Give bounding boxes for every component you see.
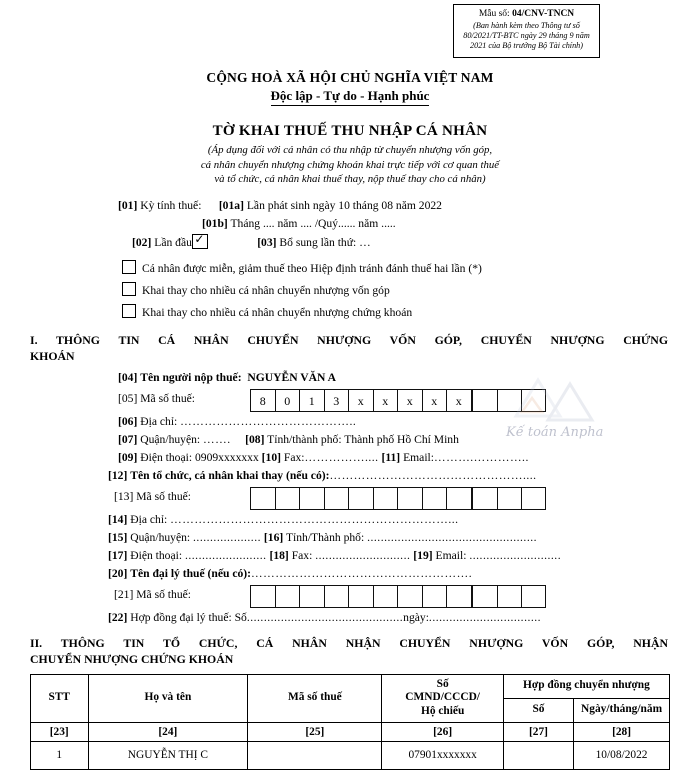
period-label-03: Bổ sung lần thứ: … <box>279 235 371 249</box>
th-id-line-1: Số <box>436 677 449 690</box>
form-number-prefix: Mẫu số: <box>478 9 510 19</box>
row-12 <box>30 467 670 485</box>
row-17-label: Điện thoại: <box>130 549 183 562</box>
row-13-label-wrap <box>114 490 191 503</box>
proxy-address-value[interactable]: ……………………………………………………………... <box>170 513 459 527</box>
taxcode-box[interactable]: 0 <box>275 389 300 412</box>
row-20-code: [20] <box>108 566 128 580</box>
row-18-label: Fax: <box>291 549 313 562</box>
section-1-heading-main: I. THÔNG TIN CÁ NHÂN CHUYỂN NHƯỢNG VỐN GÓP, CHUYỂN NHƯỢNG CHỨNG <box>30 333 668 348</box>
option-checkbox-exemption[interactable] <box>122 260 136 274</box>
taxcode-box[interactable] <box>299 585 324 608</box>
row-22 <box>30 609 670 627</box>
row-13 <box>30 487 670 511</box>
row-10-code: [10] <box>261 451 281 465</box>
document-subtitle-line-3: và tổ chức, cá nhân khai thuế thay, nộp thuế thay cho cá nhân) <box>214 173 486 186</box>
taxcode-box[interactable] <box>275 585 300 608</box>
option-row-capital <box>30 280 670 302</box>
section-2-heading-main: II. THÔNG TIN TỔ CHỨC, CÁ NHÂN NHẬN CHUYỂN NHƯỢNG VỐN GÓP, NHẬN <box>30 635 668 650</box>
row-14-code: [14] <box>108 513 128 527</box>
row-13-code: [13] <box>114 490 134 504</box>
taxcode-box[interactable]: 1 <box>299 389 324 412</box>
row-11-label: Email: <box>403 451 434 465</box>
row-13-label: Mã số thuế: <box>136 490 191 504</box>
district-value[interactable]: ……. <box>203 433 231 447</box>
row-11-code: [11] <box>381 451 401 465</box>
address-value[interactable]: …………………………………….. <box>180 415 357 429</box>
taxcode-box[interactable]: x <box>446 389 471 412</box>
first-time-checkbox[interactable] <box>192 234 208 249</box>
form-number-sub-2: 80/2021/TT-BTC ngày 29 tháng 9 năm <box>463 31 590 41</box>
taxcode-box[interactable] <box>250 585 275 608</box>
taxcode-box[interactable] <box>397 487 422 510</box>
row-21-label: Mã số thuế: <box>136 587 191 601</box>
table-header-row-1 <box>31 674 670 698</box>
row-15-code: [15] <box>108 531 128 545</box>
agent-taxcode-boxes-suffix[interactable] <box>472 585 546 608</box>
period-line-01b <box>30 215 670 234</box>
row-22-code: [22] <box>108 610 128 624</box>
row-14-label: Địa chỉ: <box>130 513 168 527</box>
national-motto: Độc lập - Tự do - Hạnh phúc <box>271 88 430 106</box>
period-line-02-03 <box>30 234 670 253</box>
section-1-heading <box>30 333 670 365</box>
table-row[interactable] <box>31 741 670 769</box>
taxcode-box[interactable] <box>446 487 471 510</box>
document-subtitle-line-2: cá nhân chuyển nhượng chứng khoán khai trực tiếp với cơ quan thuế <box>200 158 500 171</box>
proxy-district-value[interactable]: .................... <box>193 531 261 545</box>
th-contract-no: Số <box>503 698 573 722</box>
taxcode-box[interactable] <box>497 389 522 412</box>
taxcode-box[interactable]: x <box>348 389 373 412</box>
code-cell-23: [23] <box>31 722 89 741</box>
document-title: TỜ KHAI THUẾ THU NHẬP CÁ NHÂN <box>212 123 488 139</box>
option-label-capital: Khai thay cho nhiều cá nhân chuyển nhượng vốn góp <box>142 284 390 298</box>
form-number-sub-3: 2021 của Bộ trưởng Bộ Tài chính) <box>470 41 583 51</box>
proxy-phone-value[interactable]: ........................ <box>184 549 267 562</box>
taxcode-box[interactable] <box>472 487 497 510</box>
tax-period-block <box>0 197 700 253</box>
province-value[interactable]: Thành phố Hồ Chí Minh <box>344 433 459 447</box>
row-06 <box>30 413 670 431</box>
transferee-table <box>30 674 670 770</box>
row-04-label: Tên người nộp thuế: <box>140 371 242 385</box>
option-row-exemption <box>30 258 670 280</box>
taxcode-box[interactable] <box>324 585 349 608</box>
row-15-label: Quận/huyện: <box>130 531 191 545</box>
taxcode-box[interactable] <box>472 585 497 608</box>
option-label-exemption: Cá nhân được miễn, giảm thuế theo Hiệp định tránh đánh thuế hai lần (*) <box>142 262 482 276</box>
row-16-code: [16] <box>263 531 284 545</box>
transferee-table-wrap <box>0 674 700 770</box>
row-22-label-2: ngày: <box>403 610 429 624</box>
declaration-options <box>0 258 700 324</box>
taxcode-box[interactable] <box>250 487 275 510</box>
taxcode-box[interactable]: x <box>373 389 398 412</box>
watermark-text: Kế toán Anpha <box>506 425 604 440</box>
taxcode-box[interactable] <box>275 487 300 510</box>
row-19-label: Email: <box>435 549 467 562</box>
taxcode-box[interactable] <box>397 585 422 608</box>
cell-contract-date[interactable]: 10/08/2022 <box>574 741 670 769</box>
code-cell-27: [27] <box>503 722 573 741</box>
fax-value[interactable]: …………….... <box>304 451 379 465</box>
country-name: CỘNG HOÀ XÃ HỘI CHỦ NGHĨA VIỆT NAM <box>206 70 494 85</box>
form-number-sub-1: (Ban hành kèm theo Thông tư số <box>473 20 580 30</box>
taxcode-box[interactable] <box>373 585 398 608</box>
code-cell-26: [26] <box>382 722 503 741</box>
taxcode-box[interactable] <box>472 389 497 412</box>
row-06-label: Địa chỉ: <box>140 415 178 429</box>
row-08-label: Tỉnh/thành phố: <box>267 433 342 447</box>
period-label-01: Kỳ tính thuế: <box>140 198 202 212</box>
th-id-line-3: Hộ chiếu <box>420 705 465 718</box>
th-stt: STT <box>31 674 89 722</box>
taxcode-box[interactable] <box>497 585 522 608</box>
tax-agent-name-value[interactable]: ………………………………………………. <box>251 566 473 580</box>
section-1 <box>0 333 700 627</box>
proxy-email-value[interactable]: ........................... <box>469 549 562 562</box>
taxcode-box[interactable]: 3 <box>324 389 349 412</box>
row-21-code: [21] <box>114 587 134 601</box>
code-cell-28: [28] <box>574 722 670 741</box>
period-code-02: [02] <box>132 235 152 249</box>
taxcode-box[interactable]: x <box>397 389 422 412</box>
row-21 <box>30 585 670 609</box>
section-2 <box>0 636 700 668</box>
taxcode-box[interactable] <box>348 585 373 608</box>
period-line-01 <box>30 197 670 216</box>
taxcode-box[interactable] <box>422 487 447 510</box>
proxy-taxcode-boxes-main[interactable] <box>250 487 495 510</box>
taxcode-box[interactable] <box>521 585 546 608</box>
row-09-label: Điện thoại: <box>140 451 193 465</box>
taxcode-box[interactable] <box>521 487 546 510</box>
cell-fullname[interactable]: NGUYỄN THỊ C <box>88 741 248 769</box>
row-09-code: [09] <box>118 451 138 465</box>
document-subtitle-line-1: (Áp dụng đối với cá nhân có thu nhập từ chuyển nhượng vốn góp, <box>207 144 493 156</box>
period-label-01b: Tháng .... năm .... /Quý...... năm ..... <box>230 217 396 231</box>
agent-contract-date-value[interactable]: ................................. <box>428 610 542 624</box>
row-14 <box>30 511 670 529</box>
taxpayer-taxcode-boxes-main[interactable] <box>250 389 495 412</box>
row-07-label: Quận/huyện: <box>140 433 201 447</box>
taxcode-box[interactable] <box>446 585 471 608</box>
option-row-securities <box>30 302 670 324</box>
agent-contract-no-value[interactable]: .............................................. <box>246 610 404 624</box>
section-2-heading <box>30 636 670 668</box>
row-05 <box>30 389 670 413</box>
taxcode-box[interactable] <box>348 487 373 510</box>
option-label-securities: Khai thay cho nhiều cá nhân chuyển nhượng chứng khoán <box>142 306 413 320</box>
row-17-code: [17] <box>108 549 128 562</box>
row-05-label-wrap <box>118 392 195 405</box>
taxcode-box[interactable] <box>422 585 447 608</box>
row-12-label: Tên tổ chức, cá nhân khai thay (nếu có): <box>130 469 330 483</box>
row-12-code: [12] <box>108 469 128 483</box>
email-value[interactable]: ……….………….. <box>434 451 529 465</box>
row-22-label: Hợp đồng đại lý thuế: Số <box>130 610 247 624</box>
row-17-18-19 <box>30 547 670 565</box>
row-20-label: Tên đại lý thuế (nếu có): <box>130 566 252 580</box>
agent-taxcode-boxes-main[interactable] <box>250 585 495 608</box>
row-15-16 <box>30 529 670 547</box>
code-cell-25: [25] <box>248 722 382 741</box>
form-number-line <box>457 9 596 21</box>
row-08-code: [08] <box>245 433 265 447</box>
row-09-10-11 <box>30 449 670 467</box>
taxcode-box[interactable] <box>521 389 546 412</box>
period-code-01a: [01a] <box>218 198 244 212</box>
option-checkbox-capital[interactable] <box>122 282 136 296</box>
proxy-taxcode-boxes-suffix[interactable] <box>472 487 546 510</box>
period-code-01: [01] <box>118 198 138 212</box>
proxy-province-value[interactable]: .................................................. <box>367 531 538 545</box>
row-10-label: Fax: <box>283 451 305 465</box>
row-19-code: [19] <box>413 549 433 562</box>
table-code-row <box>31 722 670 741</box>
cell-stt: 1 <box>31 741 89 769</box>
taxcode-box[interactable] <box>324 487 349 510</box>
cell-tax-code[interactable] <box>248 741 382 769</box>
taxcode-box[interactable]: x <box>422 389 447 412</box>
row-05-code: [05] <box>118 392 138 406</box>
section-1-heading-tail: KHOÁN <box>30 349 75 364</box>
th-fullname: Họ và tên <box>88 674 248 722</box>
th-id-number <box>382 674 503 722</box>
period-code-01b: [01b] <box>202 217 228 231</box>
row-04 <box>30 369 670 387</box>
period-code-03: [03] <box>257 235 277 249</box>
taxcode-box[interactable]: 8 <box>250 389 275 412</box>
code-cell-24: [24] <box>88 722 248 741</box>
taxcode-box[interactable] <box>299 487 324 510</box>
form-number-box <box>453 4 600 58</box>
cell-id-number[interactable]: 07901xxxxxxx <box>382 741 503 769</box>
document-subtitle <box>0 143 700 187</box>
taxcode-box[interactable] <box>373 487 398 510</box>
taxpayer-taxcode-boxes-suffix[interactable] <box>472 389 546 412</box>
row-07-code: [07] <box>118 433 138 447</box>
taxpayer-name-value: NGUYỄN VĂN A <box>247 371 337 385</box>
period-label-02: Lần đầu <box>154 235 192 249</box>
proxy-fax-value[interactable]: ............................ <box>315 549 411 562</box>
row-20 <box>30 565 670 583</box>
row-18-code: [18] <box>269 549 289 562</box>
proxy-org-name-value[interactable]: ………………………………………….... <box>329 469 537 483</box>
row-05-label: Mã số thuế: <box>140 392 195 406</box>
option-checkbox-securities[interactable] <box>122 304 136 318</box>
th-id-line-2: CMND/CCCD/ <box>405 691 480 704</box>
row-07-08 <box>30 431 670 449</box>
row-16-label: Tỉnh/Thành phố: <box>285 531 365 545</box>
row-21-label-wrap <box>114 588 191 601</box>
phone-value[interactable]: 0909xxxxxxx <box>194 451 259 465</box>
row-06-code: [06] <box>118 415 138 429</box>
form-number-code: 04/CNV-TNCN <box>512 9 575 19</box>
period-label-01a: Lần phát sinh ngày 10 tháng 08 năm 2022 <box>246 198 442 212</box>
th-tax-code: Mã số thuế <box>248 674 382 722</box>
th-contract-date: Ngày/tháng/năm <box>574 698 670 722</box>
cell-contract-no[interactable] <box>503 741 573 769</box>
th-contract-group: Hợp đồng chuyển nhượng <box>503 674 669 698</box>
taxcode-box[interactable] <box>497 487 522 510</box>
row-04-code: [04] <box>118 371 138 385</box>
section-2-heading-tail: CHUYỂN NHƯỢNG CHỨNG KHOÁN <box>30 651 234 666</box>
